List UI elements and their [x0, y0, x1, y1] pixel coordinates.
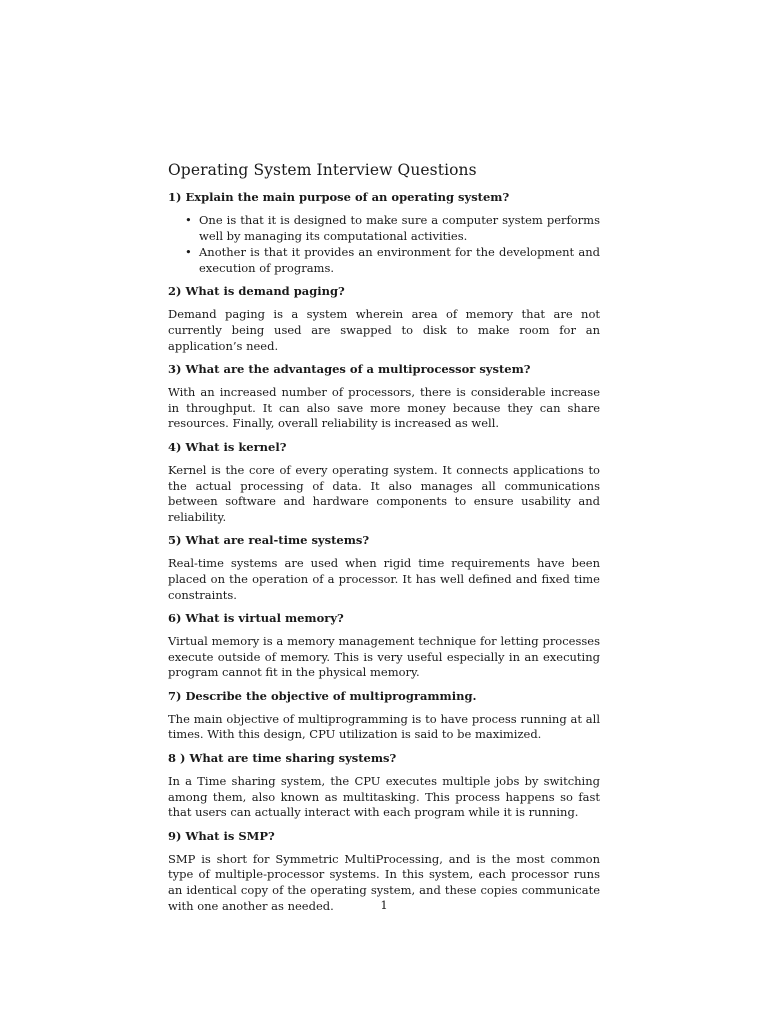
qa-section-3 [168, 362, 600, 432]
question-heading: 7) Describe the objective of multiprogramming. [168, 688, 477, 703]
list-item-text: One is that it is designed to make sure a computer system performs well by managing its computational activities. [199, 213, 600, 243]
page-number: 1 [380, 898, 388, 912]
question-heading: 8 ) What are time sharing systems? [168, 751, 397, 766]
question-heading: 1) Explain the main purpose of an operating system? [168, 190, 510, 204]
answer-paragraph: Real-time systems are used when rigid time requirements have been placed on the operation of a processor. It has well defined and fixed time constraints. [168, 556, 600, 602]
answer-paragraph: Demand paging is a system wherein area of memory that are not currently being used are swapped to disk to make room for an application’s need. [168, 307, 600, 353]
qa-section-5 [168, 533, 600, 603]
answer-paragraph: In a Time sharing system, the CPU executes multiple jobs by switching among them, also known as multitasking. This process happens so fast that users can actually interact with each program while it is running. [168, 774, 600, 820]
question-heading: 5) What are real-time systems? [168, 533, 370, 548]
qa-section-2 [168, 284, 600, 354]
question-heading: 9) What is SMP? [168, 828, 275, 843]
question-heading: 4) What is kernel? [168, 439, 287, 454]
qa-section-1 [168, 190, 600, 276]
qa-section-8 [168, 751, 600, 821]
bullet-list [168, 213, 600, 276]
answer-paragraph: Kernel is the core of every operating system. It connects applications to the actual processing of data. It also manages all communications between software and hardware components to ensure usability and reliability. [168, 462, 600, 524]
answer-paragraph: SMP is short for Symmetric MultiProcessing, and is the most common type of multiple-processor systems. In this system, each processor runs an identical copy of the operating system, and these copies communicate with one another as needed. [168, 851, 600, 913]
list-item [185, 245, 600, 276]
page-content [168, 160, 600, 922]
list-item-text: Another is that it provides an environment for the development and execution of programs. [199, 245, 600, 275]
qa-section-6 [168, 611, 600, 681]
bullet-icon: • [185, 245, 192, 260]
answer-paragraph: With an increased number of processors, there is considerable increase in throughput. It can also save more money because they can share resources. Finally, overall reliability is increased as well. [168, 385, 600, 431]
qa-section-4 [168, 440, 600, 525]
qa-section-7 [168, 689, 600, 743]
list-item [185, 213, 600, 244]
answer-paragraph: Virtual memory is a memory management technique for letting processes execute outside of memory. This is very useful especially in an executing program cannot fit in the physical memory. [168, 634, 600, 680]
bullet-icon: • [185, 213, 192, 227]
document-title: Operating System Interview Questions [168, 161, 477, 179]
question-heading: 2) What is demand paging? [168, 284, 345, 299]
question-heading: 6) What is virtual memory? [168, 611, 344, 626]
answer-paragraph: The main objective of multiprogramming is to have process running at all times. With this design, CPU utilization is said to be maximized. [168, 711, 600, 742]
question-heading: 3) What are the advantages of a multiprocessor system? [168, 362, 531, 377]
